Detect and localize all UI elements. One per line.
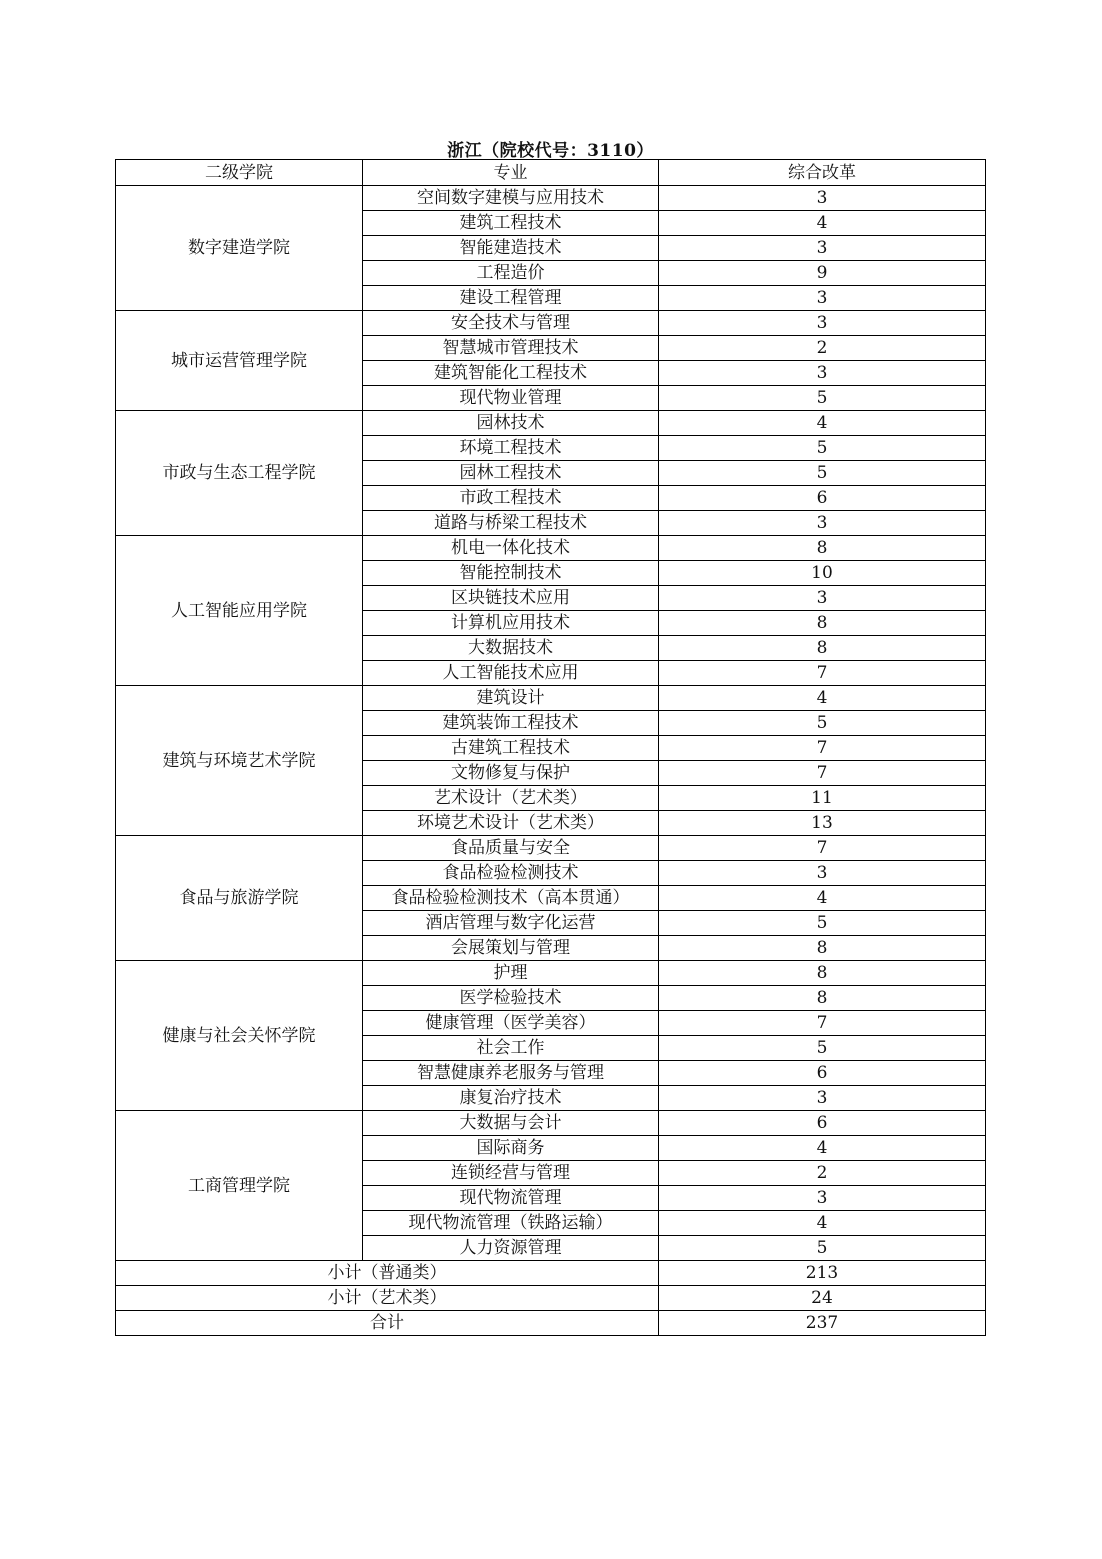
major-name-cell: 市政工程技术 xyxy=(363,486,659,511)
quota-count-cell: 4 xyxy=(659,1211,986,1236)
total-label-cell: 小计（普通类） xyxy=(116,1261,659,1286)
enrollment-table xyxy=(115,159,986,1336)
major-name-cell: 健康管理（医学美容） xyxy=(363,1011,659,1036)
quota-count-cell: 4 xyxy=(659,686,986,711)
quota-count-cell: 4 xyxy=(659,886,986,911)
major-name-cell: 区块链技术应用 xyxy=(363,586,659,611)
major-name-cell: 环境艺术设计（艺术类） xyxy=(363,811,659,836)
major-name-cell: 会展策划与管理 xyxy=(363,936,659,961)
major-name-cell: 社会工作 xyxy=(363,1036,659,1061)
total-value-cell: 24 xyxy=(659,1286,986,1311)
quota-count-cell: 8 xyxy=(659,636,986,661)
quota-count-cell: 3 xyxy=(659,861,986,886)
quota-count-cell: 7 xyxy=(659,836,986,861)
major-name-cell: 艺术设计（艺术类） xyxy=(363,786,659,811)
major-name-cell: 古建筑工程技术 xyxy=(363,736,659,761)
quota-count-cell: 2 xyxy=(659,1161,986,1186)
major-name-cell: 护理 xyxy=(363,961,659,986)
major-name-cell: 智能建造技术 xyxy=(363,236,659,261)
table-row xyxy=(116,836,986,861)
major-name-cell: 计算机应用技术 xyxy=(363,611,659,636)
quota-count-cell: 6 xyxy=(659,1061,986,1086)
total-label-cell: 小计（艺术类） xyxy=(116,1286,659,1311)
quota-count-cell: 3 xyxy=(659,361,986,386)
table-row xyxy=(116,1111,986,1136)
page-title: 浙江（院校代号：3110） xyxy=(447,141,654,161)
major-name-cell: 建筑智能化工程技术 xyxy=(363,361,659,386)
quota-count-cell: 3 xyxy=(659,511,986,536)
college-name-cell: 健康与社会关怀学院 xyxy=(116,961,363,1111)
major-name-cell: 园林技术 xyxy=(363,411,659,436)
major-name-cell: 建筑设计 xyxy=(363,686,659,711)
quota-count-cell: 5 xyxy=(659,461,986,486)
table-row xyxy=(116,411,986,436)
quota-count-cell: 4 xyxy=(659,411,986,436)
quota-count-cell: 8 xyxy=(659,536,986,561)
major-name-cell: 环境工程技术 xyxy=(363,436,659,461)
major-name-cell: 现代物流管理（铁路运输） xyxy=(363,1211,659,1236)
quota-count-cell: 3 xyxy=(659,236,986,261)
quota-count-cell: 4 xyxy=(659,1136,986,1161)
quota-count-cell: 3 xyxy=(659,286,986,311)
major-name-cell: 国际商务 xyxy=(363,1136,659,1161)
quota-count-cell: 7 xyxy=(659,761,986,786)
quota-count-cell: 6 xyxy=(659,1111,986,1136)
major-name-cell: 连锁经营与管理 xyxy=(363,1161,659,1186)
quota-count-cell: 5 xyxy=(659,1236,986,1261)
major-name-cell: 建筑工程技术 xyxy=(363,211,659,236)
major-name-cell: 人力资源管理 xyxy=(363,1236,659,1261)
major-name-cell: 工程造价 xyxy=(363,261,659,286)
college-name-cell: 数字建造学院 xyxy=(116,186,363,311)
major-name-cell: 智能控制技术 xyxy=(363,561,659,586)
major-name-cell: 道路与桥梁工程技术 xyxy=(363,511,659,536)
major-name-cell: 人工智能技术应用 xyxy=(363,661,659,686)
quota-count-cell: 9 xyxy=(659,261,986,286)
quota-count-cell: 5 xyxy=(659,1036,986,1061)
major-name-cell: 安全技术与管理 xyxy=(363,311,659,336)
quota-count-cell: 7 xyxy=(659,661,986,686)
table-row xyxy=(116,311,986,336)
quota-count-cell: 10 xyxy=(659,561,986,586)
college-name-cell: 建筑与环境艺术学院 xyxy=(116,686,363,836)
major-name-cell: 机电一体化技术 xyxy=(363,536,659,561)
major-name-cell: 康复治疗技术 xyxy=(363,1086,659,1111)
table-row xyxy=(116,686,986,711)
quota-count-cell: 3 xyxy=(659,186,986,211)
header-count: 综合改革 xyxy=(659,160,986,186)
major-name-cell: 建筑装饰工程技术 xyxy=(363,711,659,736)
table-row xyxy=(116,961,986,986)
quota-count-cell: 3 xyxy=(659,311,986,336)
major-name-cell: 大数据技术 xyxy=(363,636,659,661)
major-name-cell: 园林工程技术 xyxy=(363,461,659,486)
quota-count-cell: 8 xyxy=(659,936,986,961)
major-name-cell: 智慧健康养老服务与管理 xyxy=(363,1061,659,1086)
quota-count-cell: 4 xyxy=(659,211,986,236)
quota-count-cell: 2 xyxy=(659,336,986,361)
major-name-cell: 建设工程管理 xyxy=(363,286,659,311)
quota-count-cell: 3 xyxy=(659,586,986,611)
header-college: 二级学院 xyxy=(116,160,363,186)
quota-count-cell: 7 xyxy=(659,736,986,761)
quota-count-cell: 8 xyxy=(659,986,986,1011)
quota-count-cell: 11 xyxy=(659,786,986,811)
quota-count-cell: 13 xyxy=(659,811,986,836)
table-header-row xyxy=(116,160,986,186)
college-name-cell: 市政与生态工程学院 xyxy=(116,411,363,536)
major-name-cell: 食品检验检测技术（高本贯通） xyxy=(363,886,659,911)
quota-count-cell: 3 xyxy=(659,1086,986,1111)
quota-count-cell: 7 xyxy=(659,1011,986,1036)
total-row xyxy=(116,1286,986,1311)
major-name-cell: 智慧城市管理技术 xyxy=(363,336,659,361)
major-name-cell: 大数据与会计 xyxy=(363,1111,659,1136)
total-row xyxy=(116,1261,986,1286)
quota-count-cell: 6 xyxy=(659,486,986,511)
major-name-cell: 文物修复与保护 xyxy=(363,761,659,786)
college-name-cell: 人工智能应用学院 xyxy=(116,536,363,686)
total-row xyxy=(116,1311,986,1336)
college-name-cell: 工商管理学院 xyxy=(116,1111,363,1261)
major-name-cell: 食品质量与安全 xyxy=(363,836,659,861)
quota-count-cell: 5 xyxy=(659,911,986,936)
total-label-cell: 合计 xyxy=(116,1311,659,1336)
total-value-cell: 237 xyxy=(659,1311,986,1336)
major-name-cell: 现代物流管理 xyxy=(363,1186,659,1211)
quota-count-cell: 8 xyxy=(659,611,986,636)
major-name-cell: 现代物业管理 xyxy=(363,386,659,411)
major-name-cell: 食品检验检测技术 xyxy=(363,861,659,886)
header-major: 专业 xyxy=(363,160,659,186)
major-name-cell: 空间数字建模与应用技术 xyxy=(363,186,659,211)
quota-count-cell: 5 xyxy=(659,436,986,461)
quota-count-cell: 5 xyxy=(659,386,986,411)
major-name-cell: 医学检验技术 xyxy=(363,986,659,1011)
quota-count-cell: 3 xyxy=(659,1186,986,1211)
table-row xyxy=(116,536,986,561)
table-row xyxy=(116,186,986,211)
college-name-cell: 食品与旅游学院 xyxy=(116,836,363,961)
quota-count-cell: 5 xyxy=(659,711,986,736)
quota-count-cell: 8 xyxy=(659,961,986,986)
college-name-cell: 城市运营管理学院 xyxy=(116,311,363,411)
total-value-cell: 213 xyxy=(659,1261,986,1286)
major-name-cell: 酒店管理与数字化运营 xyxy=(363,911,659,936)
